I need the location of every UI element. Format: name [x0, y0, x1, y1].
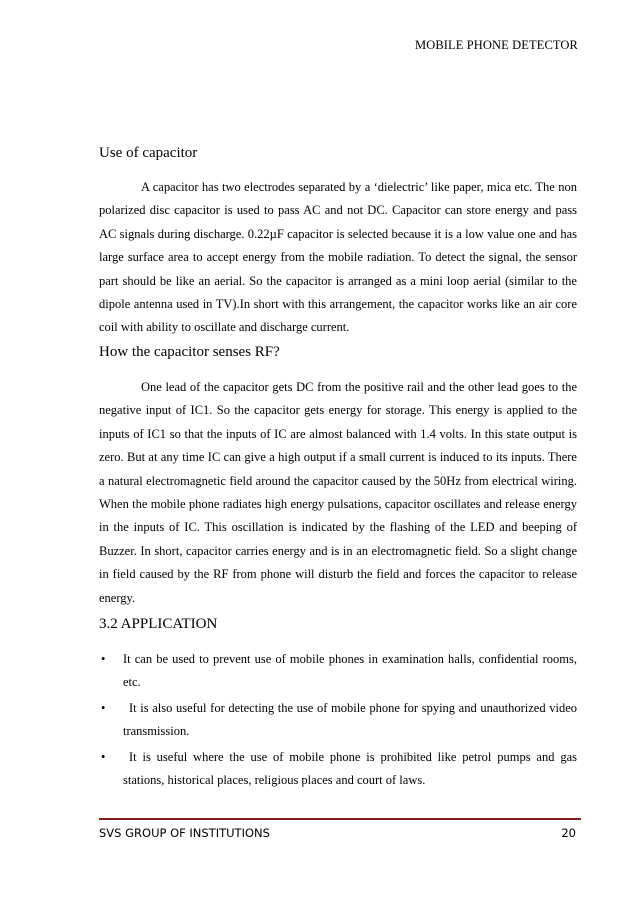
list-item-text: It can be used to prevent use of mobile phones in examination halls, confidential rooms, etc. — [123, 652, 577, 690]
paragraph-capacitor-senses-rf: One lead of the capacitor gets DC from the positive rail and the other lead goes to the negative input of IC1. So the capacitor gets energy for storage. This energy is applied to the inputs of IC1 so that the inputs of IC are almost balanced with 1.4 volts. In this state output is zero. But at any time IC can give a high output if a small current is induced to its inputs. There a natural electromagnetic field around the capacitor caused by the 50Hz from electrical wiring. When the mobile phone radiates high energy pulsations, capacitor oscillates and release energy in the inputs of IC. This oscillation is indicated by the flashing of the LED and beeping of Buzzer. In short, capacitor carries energy and is in an electromagnetic field. So a slight change in field caused by the RF from phone will disturb the field and forces the capacitor to release energy. — [99, 380, 577, 605]
bullet-icon: • — [101, 749, 106, 764]
application-list — [99, 648, 577, 794]
footer-institution: SVS GROUP OF INSTITUTIONS — [99, 826, 270, 840]
footer-divider — [99, 818, 581, 820]
section-heading-use-of-capacitor: Use of capacitor — [99, 145, 198, 161]
bullet-icon: • — [101, 700, 106, 715]
section-heading-application: 3.2 APPLICATION — [99, 616, 218, 632]
page-number: 20 — [561, 826, 576, 840]
list-item — [99, 697, 577, 744]
section-heading-capacitor-senses-rf: How the capacitor senses RF? — [99, 344, 280, 360]
paragraph-use-of-capacitor: A capacitor has two electrodes separated by a ‘dielectric’ like paper, mica etc. The non polarized disc capacitor is used to pass AC and not DC. Capacitor can store energy and pass AC signals during discharge. 0.22µF capacitor is selected because it is a low value one and has large surface area to accept energy from the mobile radiation. To detect the signal, the sensor part should be like an aerial. So the capacitor is arranged as a mini loop aerial (similar to the dipole antenna used in TV).In short with this arrangement, the capacitor works like an air core coil with ability to oscillate and discharge current. — [99, 180, 577, 335]
bullet-icon: • — [101, 652, 106, 666]
running-header: MOBILE PHONE DETECTOR — [415, 38, 578, 52]
list-item-text: It is also useful for detecting the use of mobile phone for spying and unauthorized video transmission. — [123, 700, 577, 739]
list-item — [99, 648, 577, 695]
list-item-text: It is useful where the use of mobile phone is prohibited like petrol pumps and gas stations, historical places, religious places and court of laws. — [123, 749, 577, 788]
list-item — [99, 746, 577, 793]
